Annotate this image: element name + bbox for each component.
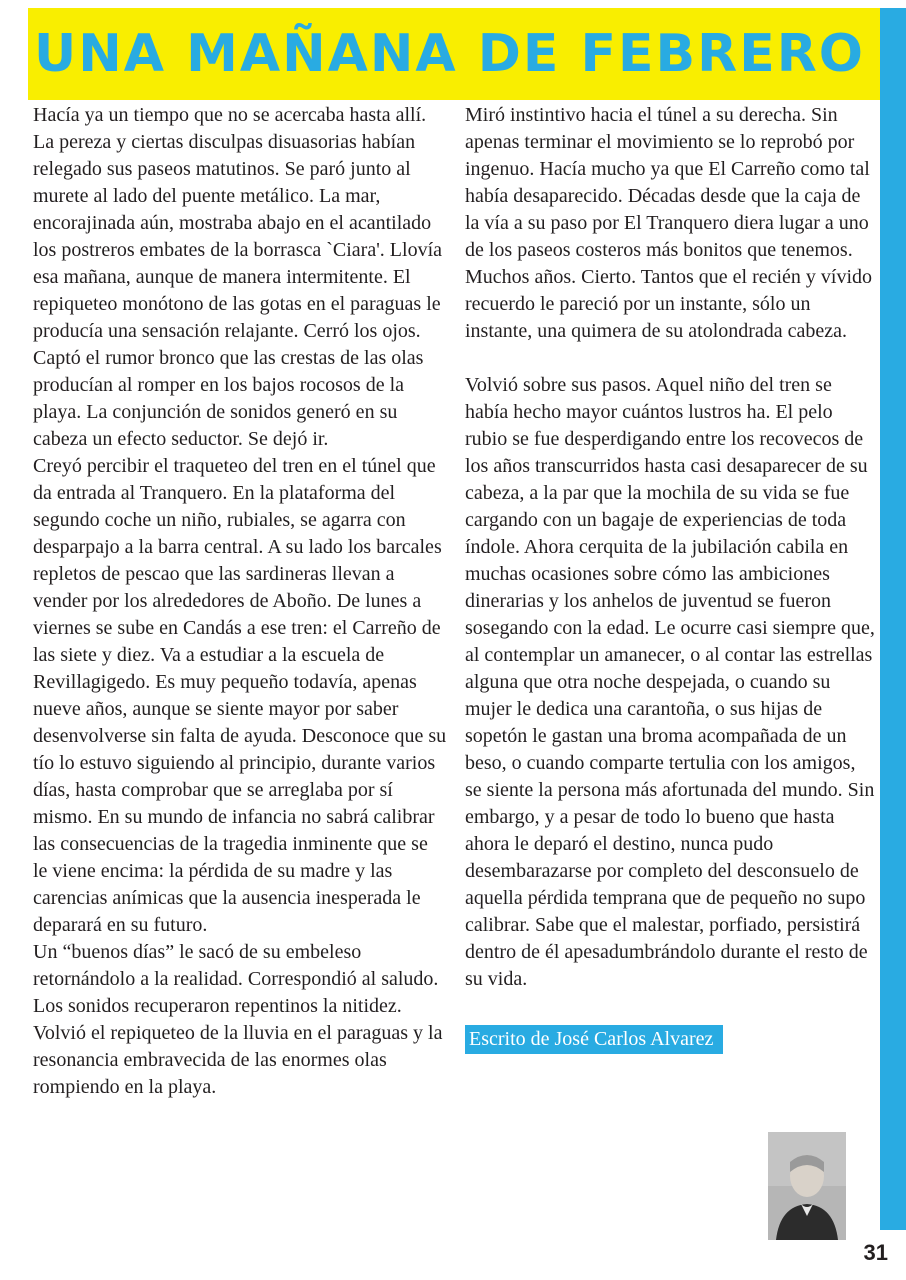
paragraph: Volvió el repiqueteo de la lluvia en el paraguas y la resonancia embravecida de las enormes olas rompiendo en la playa. (33, 1022, 443, 1098)
title-banner (28, 8, 880, 100)
author-photo (768, 1132, 846, 1240)
right-edge-stripe (880, 8, 906, 1230)
portrait-photo-graphic (768, 1132, 846, 1240)
page-number: 31 (863, 1240, 888, 1265)
author-credit: Escrito de José Carlos Alvarez (465, 1025, 723, 1054)
page-title: UNA MAÑANA DE FEBRERO (34, 24, 865, 84)
paragraph: Volvió sobre sus pasos. Aquel niño del tren se había hecho mayor cuántos lustros ha. El pelo rubio se fue desperdigando entre los recovecos de los años transcurridos hasta casi desaparecer de su cabeza, a la par que la mochila de su vida se fue cargando con un bagaje de experiencias de toda índole. Ahora cerquita de la jubilación cabila en muchas ocasiones sobre cómo las ambiciones dinerarias y los anhelos de juventud se fueron sosegando con la edad. Le ocurre casi siempre que, al contemplar un amanecer, o al contar las estrellas alguna que otra noche despejada, o cuando su mujer le dedica una carantoña, o sus hijas de sopetón le gastan una broma acompañada de un beso, o cuando comparte tertulia con los amigos, se siente la persona más afortunada del mundo. Sin embargo, y a pesar de todo lo bueno que hasta ahora le deparó el destino, nunca pudo desembarazarse por completo del desconsuelo de aquella pérdida temprana que de pequeño no supo calibrar. Sabe que el malestar, porfiado, persistirá dentro de él apesadumbrándolo durante el resto de su vida. (465, 374, 875, 990)
paragraph: Un “buenos días” le sacó de su embeleso retornándolo a la realidad. Correspondió al saludo. Los sonidos recuperaron repentinos la nitidez. (33, 941, 439, 1017)
paragraph: Creyó percibir el traqueteo del tren en el túnel que da entrada al Tranquero. En la plataforma del segundo coche un niño, rubiales, se agarra con desparpajo a la barra central. A su lado los barcales repletos de pescao que las sardineras llevan a vender por los alrededores de Aboño. De lunes a viernes se sube en Candás a ese tren: el Carreño de las siete y diez. Va a estudiar a la escuela de Revillagigedo. Es muy pequeño todavía, apenas nueve años, aunque se siente mayor por saber desenvolverse sin falta de ayuda. Desconoce que su tío lo estuvo siguiendo al principio, durante varios días, hasta comprobar que se arreglaba por sí mismo. En su mundo de infancia no sabrá calibrar las consecuencias de la tragedia inminente que se le viene encima: la pérdida de su madre y las carencias anímicas que la ausencia inesperada le deparará en su futuro. (33, 455, 447, 936)
left-column (33, 102, 447, 1101)
paragraph: Hacía ya un tiempo que no se acercaba hasta allí. La pereza y ciertas disculpas disuasorias habían relegado sus paseos matutinos. Se paró junto al murete al lado del puente metálico. La mar, encorajinada aún, mostraba abajo en el acantilado los postreros embates de la borrasca `Ciara'. Llovía esa mañana, aunque de manera intermitente. El repiqueteo monótono de las gotas en el paraguas le producía una sensación relajante. Cerró los ojos. Captó el rumor bronco que las crestas de las olas producían al romper en los bajos rocosos de la playa. La conjunción de sonidos generó en su cabeza un efecto seductor. Se dejó ir. (33, 104, 443, 450)
right-column (465, 102, 877, 1054)
paragraph: Miró instintivo hacia el túnel a su derecha. Sin apenas terminar el movimiento se lo reprobó por ingenuo. Hacía mucho ya que El Carreño como tal había desaparecido. Décadas desde que la caja de la vía a su paso por El Tranquero diera lugar a uno de los paseos costeros más bonitos que tenemos. Muchos años. Cierto. Tantos que el recién y vívido recuerdo le pareció por un instante, sólo un instante, una quimera de su atolondrada cabeza. (465, 104, 873, 342)
